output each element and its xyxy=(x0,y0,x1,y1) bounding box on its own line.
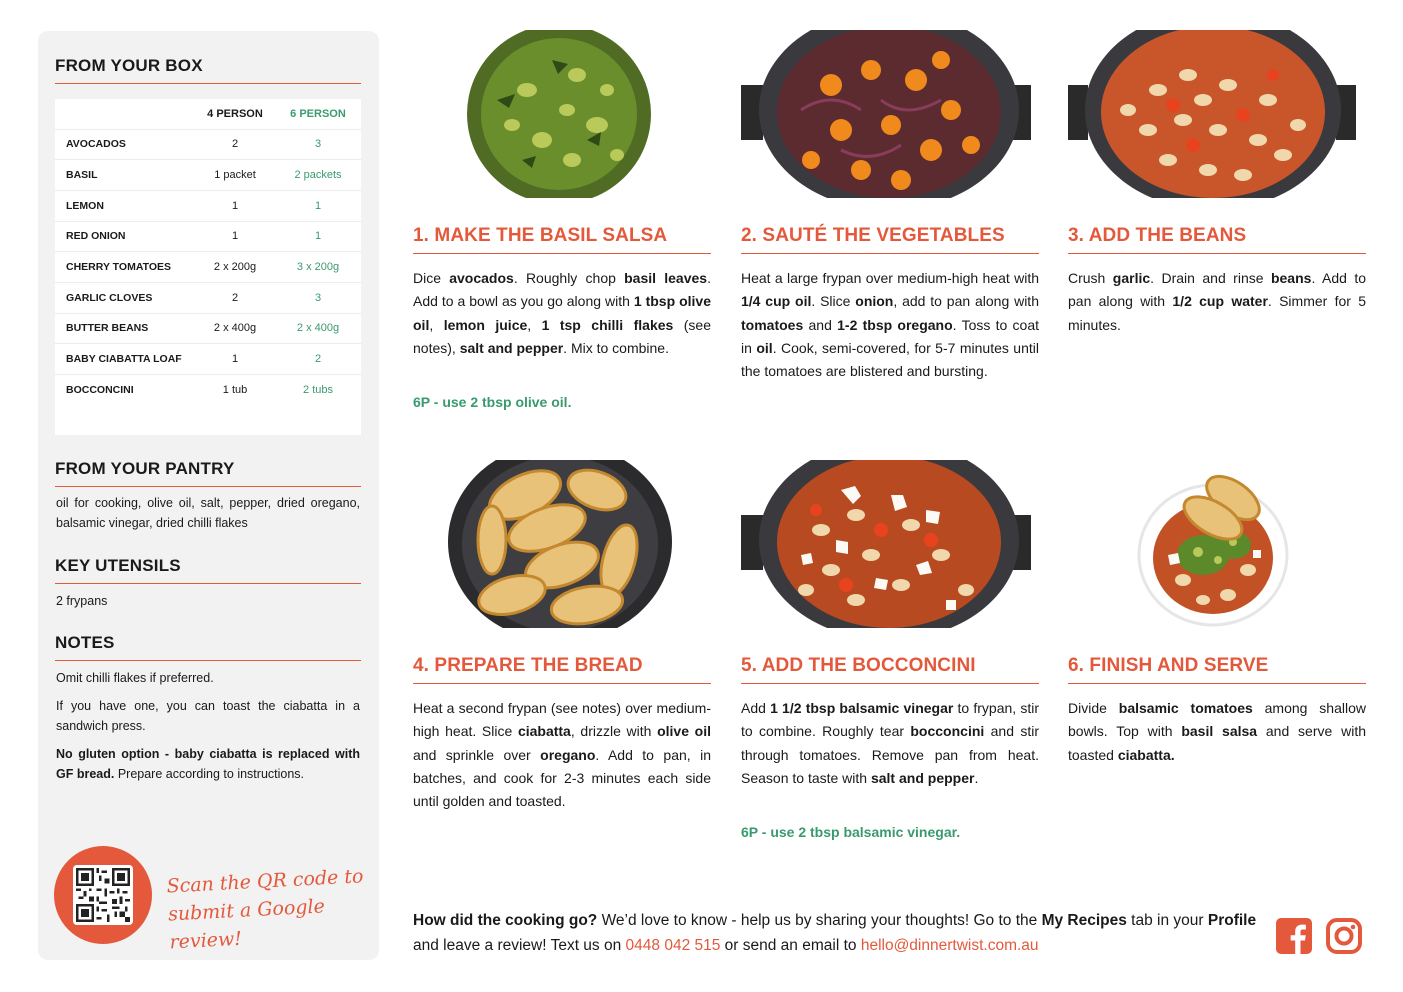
text-bold: oregano xyxy=(540,746,596,763)
ingredient-name: BUTTER BEANS xyxy=(55,313,195,344)
table-row xyxy=(55,375,361,406)
text: . Add to pan along with xyxy=(1068,270,1367,310)
profile-link[interactable]: Profile xyxy=(1207,912,1257,929)
text: Divide xyxy=(1068,700,1119,716)
step-1-note: 6P - use 2 tbsp olive oil. xyxy=(413,394,572,410)
qty-4p: 1 tub xyxy=(195,375,275,406)
text: tab in your xyxy=(1126,912,1208,929)
text-bold: ciabatta xyxy=(517,723,571,740)
text-bold: 1/4 cup oil xyxy=(741,293,812,310)
qr-caption-line-1: Scan the QR code to xyxy=(166,865,364,898)
text-bold: salt and pepper xyxy=(459,339,564,356)
qty-4p: 1 xyxy=(195,221,275,252)
note-1: Omit chilli flakes if preferred. xyxy=(56,671,214,685)
col-4-person: 4 PERSON xyxy=(207,107,263,120)
step-5-title: 5. ADD THE BOCCONCINI xyxy=(741,655,1039,684)
text-bold: basil leaves xyxy=(624,270,708,286)
col-6-person: 6 PERSON xyxy=(290,107,346,120)
beans-pan-image xyxy=(1068,30,1366,198)
note-3-rest: Prepare according to instructions. xyxy=(114,767,305,781)
text: , xyxy=(429,316,444,333)
qty-6p: 3 xyxy=(275,282,361,313)
table-row xyxy=(55,344,361,375)
step-3-title: 3. ADD THE BEANS xyxy=(1068,225,1366,254)
qty-4p: 2 xyxy=(195,282,275,313)
qty-6p: 2 packets xyxy=(275,160,361,191)
ingredient-name: AVOCADOS xyxy=(55,129,195,160)
text: . Mix to combine. xyxy=(563,339,669,356)
text: . Slice xyxy=(811,293,856,310)
phone-link[interactable]: 0448 042 515 xyxy=(625,937,721,954)
text: and sprinkle over xyxy=(413,746,541,763)
note-3 xyxy=(56,744,360,784)
qty-6p: 1 xyxy=(275,221,361,252)
bocconcini-pan-image xyxy=(741,460,1039,628)
qr-caption-line-2: submit a Google review! xyxy=(167,895,326,954)
utensils-text: 2 frypans xyxy=(56,594,108,608)
text: . Toss to coat in xyxy=(741,316,1040,356)
ingredient-name: GARLIC CLOVES xyxy=(55,282,195,313)
text-bold: 1 tsp chilli flakes xyxy=(541,316,674,333)
my-recipes-link[interactable]: My Recipes xyxy=(1041,912,1127,929)
text-bold: 1 tbsp olive oil xyxy=(413,293,711,333)
text: , drizzle with xyxy=(570,723,658,740)
ingredient-name: BABY CIABATTA LOAF xyxy=(55,344,195,375)
step-5-note: 6P - use 2 tbsp balsamic vinegar. xyxy=(741,824,961,840)
step-4 xyxy=(413,460,711,860)
table-row xyxy=(55,129,361,160)
table-row xyxy=(55,221,361,252)
text-bold: lemon juice xyxy=(443,316,528,333)
step-6-title: 6. FINISH AND SERVE xyxy=(1068,655,1366,684)
text-bold: 1-2 tbsp oregano xyxy=(837,316,953,333)
step-4-title: 4. PREPARE THE BREAD xyxy=(413,655,711,684)
text-bold: onion xyxy=(855,293,894,310)
email-link[interactable]: hello@dinnertwist.com.au xyxy=(860,937,1039,954)
text: . Simmer for 5 minutes. xyxy=(1068,293,1367,333)
qty-4p: 1 xyxy=(195,344,275,375)
text: We’d love to know - help us by sharing your thoughts! Go to the xyxy=(597,912,1042,929)
qty-6p: 2 x 400g xyxy=(275,313,361,344)
text: Heat a second frypan (see notes) over medium-high heat. Slice xyxy=(413,700,711,740)
ingredients-table xyxy=(55,99,361,435)
step-1-text xyxy=(413,267,711,360)
table-header-row xyxy=(55,99,361,129)
text: Add xyxy=(741,700,771,716)
text-bold: avocados xyxy=(449,270,514,286)
text: Crush xyxy=(1068,270,1113,286)
notes-title: NOTES xyxy=(55,633,361,661)
text: or send an email to xyxy=(720,937,861,954)
text-bold: garlic xyxy=(1112,270,1151,286)
qty-4p: 2 xyxy=(195,129,275,160)
footer-question: How did the cooking go? xyxy=(413,912,598,929)
text: . Drain and rinse xyxy=(1150,270,1271,286)
feedback-footer xyxy=(413,908,1263,958)
text: to frypan, stir to combine. Roughly tear xyxy=(741,700,1039,740)
text-bold: salt and pepper xyxy=(870,769,975,786)
step-2-title: 2. SAUTÉ THE VEGETABLES xyxy=(741,225,1039,254)
from-your-box-title: FROM YOUR BOX xyxy=(55,56,361,84)
step-4-text xyxy=(413,697,711,813)
pantry-text: oil for cooking, olive oil, salt, pepper, dried oregano, balsamic vinegar, dried chilli flakes xyxy=(56,496,360,530)
sidebar-panel xyxy=(38,31,379,960)
qty-6p: 2 tubs xyxy=(275,375,361,406)
text: . xyxy=(974,769,979,786)
text: . Add to a bowl as you go along with xyxy=(413,270,711,310)
text: . Roughly chop xyxy=(513,270,625,286)
step-5-text xyxy=(741,697,1039,790)
step-3-text xyxy=(1068,267,1366,337)
text-bold: basil salsa xyxy=(1181,723,1258,740)
text: and serve with toasted xyxy=(1068,723,1366,763)
step-6-text xyxy=(1068,697,1366,767)
text: and leave a review! Text us on xyxy=(413,937,626,954)
text: and xyxy=(803,316,838,333)
text: . Add to pan, in batches, and cook for 2-3 minutes each side until golden and toasted. xyxy=(413,746,711,810)
step-3 xyxy=(1068,30,1366,430)
qr-code-badge[interactable] xyxy=(54,846,152,944)
text: Heat a large frypan over medium-high heat with xyxy=(741,270,1039,286)
qty-4p: 2 x 400g xyxy=(195,313,275,344)
step-2 xyxy=(741,30,1039,430)
text-bold: olive oil xyxy=(657,723,711,740)
text-bold: bocconcini xyxy=(910,723,985,740)
text-bold: beans xyxy=(1270,270,1312,286)
key-utensils-title: KEY UTENSILS xyxy=(55,556,361,584)
text-bold: 1 1/2 tbsp balsamic vinegar xyxy=(770,700,954,716)
text: , add to pan along with xyxy=(893,293,1039,310)
table-row xyxy=(55,160,361,191)
text-bold: tomatoes xyxy=(741,316,804,333)
step-2-text xyxy=(741,267,1039,383)
step-1 xyxy=(413,30,711,430)
step-6 xyxy=(1068,460,1366,860)
text-bold: ciabatta. xyxy=(1117,746,1175,763)
finished-bowl-image xyxy=(1133,460,1293,628)
qr-code-icon xyxy=(73,865,133,925)
ingredient-name: CHERRY TOMATOES xyxy=(55,252,195,283)
qty-6p: 2 xyxy=(275,344,361,375)
saute-pan-image xyxy=(741,30,1039,198)
qty-6p: 1 xyxy=(275,190,361,221)
facebook-icon[interactable] xyxy=(1276,918,1312,954)
instagram-icon[interactable] xyxy=(1326,918,1362,954)
qr-caption xyxy=(166,862,381,957)
bread-pan-image xyxy=(447,460,677,628)
table-row xyxy=(55,282,361,313)
text: . Cook, semi-covered, for 5-7 minutes until the tomatoes are blistered and bursting. xyxy=(741,339,1039,380)
text-bold: oil xyxy=(756,339,773,356)
qty-6p: 3 xyxy=(275,129,361,160)
text: among shallow bowls. Top with xyxy=(1068,700,1366,740)
text-bold: 1/2 cup water xyxy=(1172,293,1268,310)
table-row xyxy=(55,252,361,283)
note-3-bold: No gluten option - baby ciabatta is replaced with GF bread. xyxy=(56,747,360,781)
qty-6p: 3 x 200g xyxy=(275,252,361,283)
text: Dice xyxy=(413,270,450,286)
text-bold: balsamic tomatoes xyxy=(1118,700,1253,716)
table-row xyxy=(55,313,361,344)
ingredient-name: BASIL xyxy=(55,160,195,191)
from-your-pantry-title: FROM YOUR PANTRY xyxy=(55,459,361,487)
qty-4p: 2 x 200g xyxy=(195,252,275,283)
basil-salsa-image xyxy=(467,30,651,198)
table-row xyxy=(55,190,361,221)
qty-4p: 1 packet xyxy=(195,160,275,191)
note-2: If you have one, you can toast the ciabatta in a sandwich press. xyxy=(56,699,360,733)
step-1-title: 1. MAKE THE BASIL SALSA xyxy=(413,225,711,254)
ingredient-name: BOCCONCINI xyxy=(55,375,195,406)
text: (see notes), xyxy=(413,316,712,356)
qty-4p: 1 xyxy=(195,190,275,221)
text: , xyxy=(527,316,542,333)
text: and stir through tomatoes. Remove pan from heat. Season to taste with xyxy=(741,723,1039,786)
step-5 xyxy=(741,460,1039,860)
ingredient-name: LEMON xyxy=(55,190,195,221)
ingredient-name: RED ONION xyxy=(55,221,195,252)
